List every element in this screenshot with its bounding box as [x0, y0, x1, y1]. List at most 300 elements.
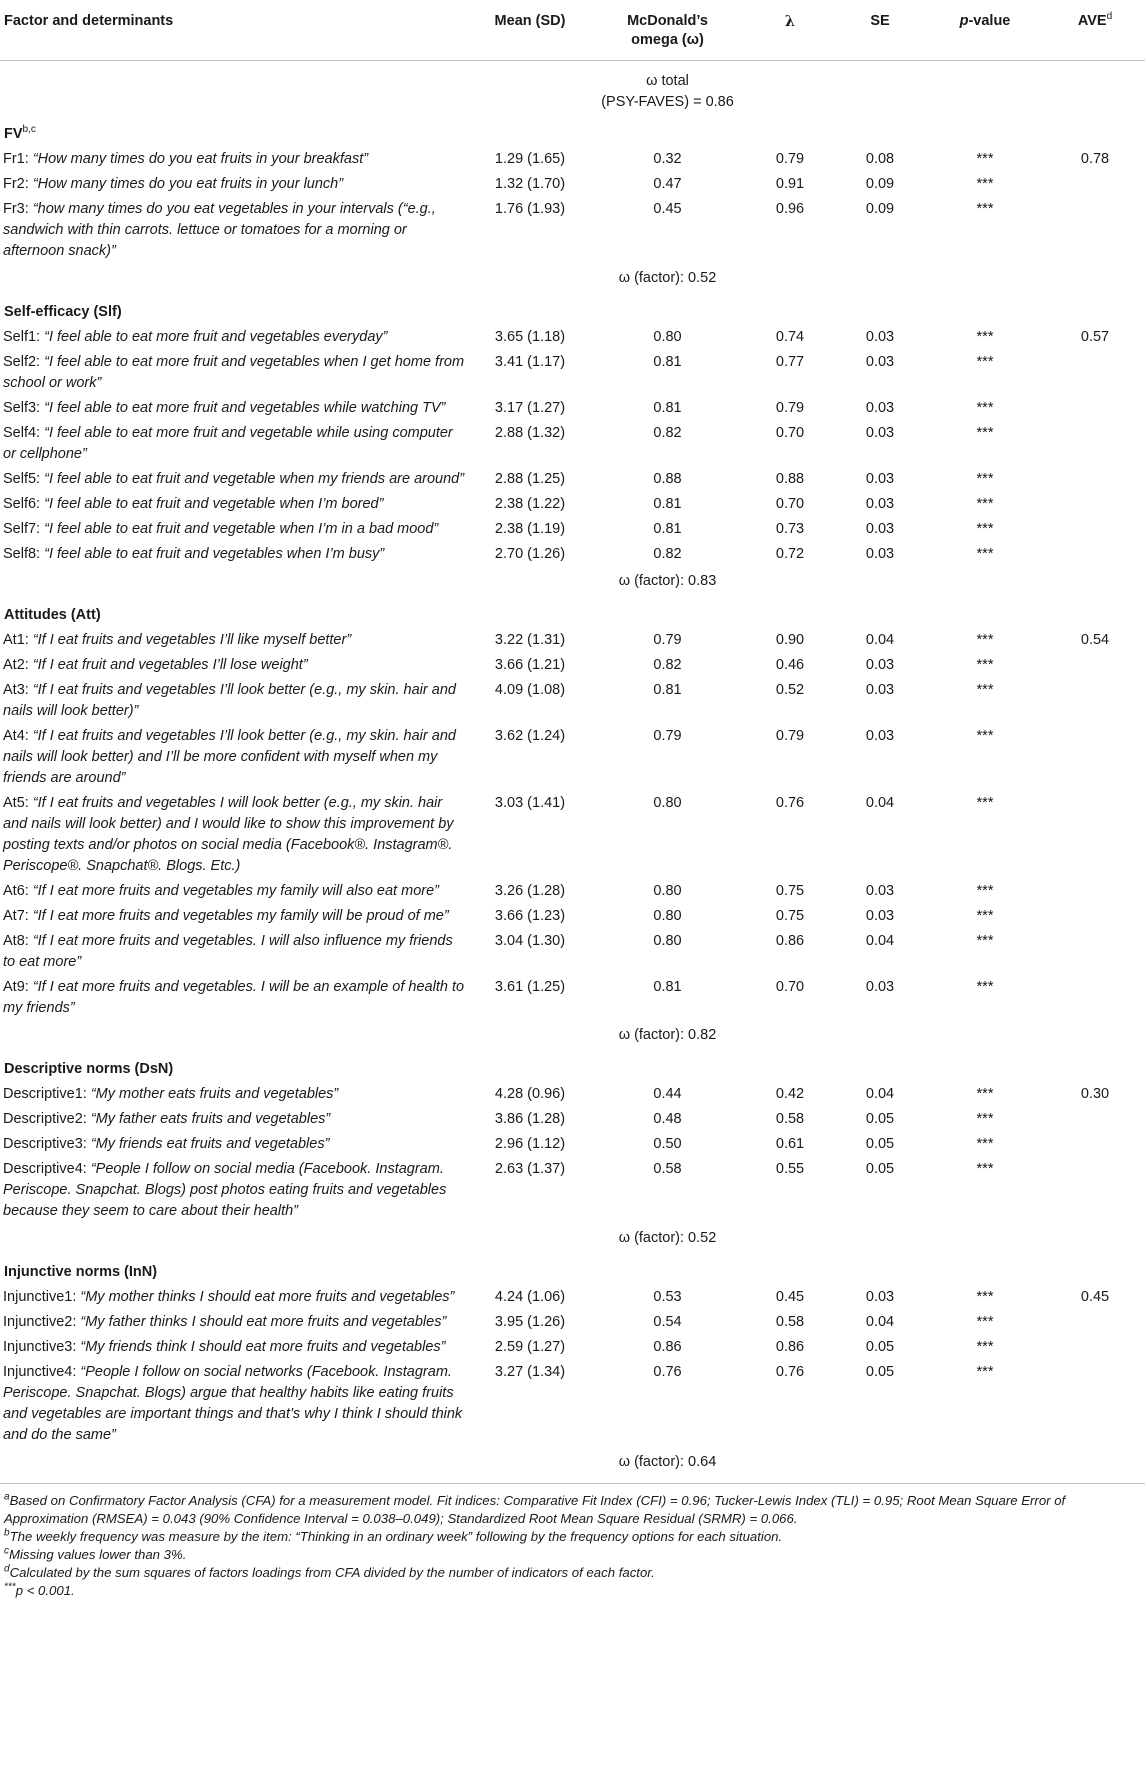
- item-cell: [0, 653, 470, 678]
- cell-lambda: 0.91: [775, 176, 805, 192]
- cell-omega: 0.79: [653, 728, 682, 744]
- cell-omega: 0.44: [653, 1086, 682, 1102]
- cell-p: ***: [976, 657, 994, 673]
- item-label: At2:: [3, 657, 33, 673]
- item-label: At4:: [3, 728, 33, 744]
- item-text: “My father eats fruits and vegetables”: [90, 1111, 331, 1127]
- cell-lambda: 0.58: [775, 1111, 805, 1127]
- cell-omega: 0.80: [653, 933, 682, 949]
- cell-se: 0.03: [865, 521, 895, 537]
- cell-se: 0.04: [865, 632, 895, 648]
- cell-lambda: 0.79: [775, 728, 805, 744]
- cell-lambda: 0.52: [775, 682, 805, 698]
- cell-se: 0.03: [865, 657, 895, 673]
- factor-title: [0, 115, 1145, 147]
- cell-lambda: 0.96: [775, 201, 805, 217]
- cell-se: 0.04: [865, 1086, 895, 1102]
- factor-row-fv: [0, 115, 1145, 147]
- cell-lambda: 0.70: [775, 979, 805, 995]
- table-bottom-rule: [0, 1477, 1145, 1484]
- header-ave-sup: d: [1106, 11, 1113, 23]
- cell-se: 0.04: [865, 795, 895, 811]
- cell-mean: 3.17 (1.27): [494, 400, 566, 416]
- omega-factor-row-dsn: [0, 1224, 1145, 1253]
- cell-ave: [1045, 929, 1145, 975]
- item-text: “How many times do you eat fruits in your breakfast”: [32, 151, 369, 167]
- cell-mean: 2.63 (1.37): [494, 1161, 566, 1177]
- cell-ave: 0.30: [1080, 1086, 1110, 1102]
- item-label: Injunctive2:: [3, 1314, 81, 1330]
- header-ave-label: AVE: [1077, 13, 1107, 29]
- footnote-c: $^c$Missing values lower than 3%.: [4, 1545, 187, 1562]
- item-cell: [0, 172, 470, 197]
- item-label: Fr2:: [3, 176, 33, 192]
- cell-p: ***: [976, 1086, 994, 1102]
- cell-mean: 3.22 (1.31): [494, 632, 566, 648]
- cell-se: 0.03: [865, 979, 895, 995]
- table-row: [0, 172, 1145, 197]
- item-text: “If I eat fruits and vegetables I’ll look better (e.g., my skin. hair and nails will look better)”: [3, 682, 456, 719]
- item-cell: [0, 350, 470, 396]
- cell-p: ***: [976, 1339, 994, 1355]
- cell-omega: 0.81: [653, 979, 682, 995]
- table-row: [0, 1082, 1145, 1107]
- item-text: “If I eat fruits and vegetables I will look better (e.g., my skin. hair and nails will look better) and I would like to show this improvement by posting texts and/or photos on social media (Facebook®. Instagram®. Periscope®. Snapchat®. Blogs. Etc.): [3, 795, 454, 874]
- factor-title: [0, 293, 1145, 325]
- cell-omega: 0.80: [653, 883, 682, 899]
- header-p-suffix: -value: [968, 13, 1011, 29]
- item-label: Descriptive4:: [3, 1161, 91, 1177]
- omega-factor-cell: ω (factor): 0.82: [618, 1027, 717, 1043]
- item-cell: [0, 724, 470, 791]
- cell-mean: 3.26 (1.28): [494, 883, 566, 899]
- cell-ave: [1045, 1107, 1145, 1132]
- item-text: “If I eat more fruits and vegetables my family will also eat more”: [32, 883, 439, 899]
- table-row: [0, 904, 1145, 929]
- cell-lambda: 0.46: [775, 657, 805, 673]
- cell-p: ***: [976, 728, 994, 744]
- item-text: “If I eat fruits and vegetables I’ll like myself better”: [32, 632, 352, 648]
- item-label: At9:: [3, 979, 33, 995]
- cell-ave: [1045, 879, 1145, 904]
- cell-se: 0.03: [865, 400, 895, 416]
- omega-factor-cell: ω (factor): 0.64: [618, 1454, 717, 1470]
- cell-omega: 0.79: [653, 632, 682, 648]
- cell-omega: 0.58: [653, 1161, 682, 1177]
- item-cell: [0, 904, 470, 929]
- cell-ave: [1045, 975, 1145, 1021]
- cell-p: ***: [976, 354, 994, 370]
- table-row: [0, 678, 1145, 724]
- cell-lambda: 0.76: [775, 1364, 805, 1380]
- cell-omega: 0.81: [653, 682, 682, 698]
- cell-ave: [1045, 1360, 1145, 1448]
- item-cell: [0, 1360, 470, 1448]
- cell-lambda: 0.77: [775, 354, 805, 370]
- cell-lambda: 0.90: [775, 632, 805, 648]
- cell-se: 0.04: [865, 933, 895, 949]
- item-text: “I feel able to eat fruit and vegetables when I’m busy”: [44, 546, 385, 562]
- header-ave: [1045, 0, 1145, 61]
- table-row: [0, 628, 1145, 653]
- factor-title-text: Injunctive norms (InN): [4, 1264, 158, 1280]
- cell-se: 0.03: [865, 471, 895, 487]
- item-text: “I feel able to eat fruit and vegetable when I’m in a bad mood”: [44, 521, 439, 537]
- item-label: Self2:: [3, 354, 45, 370]
- cell-ave: [1045, 396, 1145, 421]
- cell-omega: 0.81: [653, 354, 682, 370]
- item-label: At7:: [3, 908, 33, 924]
- cell-ave: [1045, 791, 1145, 879]
- item-label: At1:: [3, 632, 33, 648]
- cell-p: ***: [976, 1314, 994, 1330]
- factor-row-att: [0, 596, 1145, 628]
- cell-ave: [1045, 492, 1145, 517]
- factor-title-sup: b,c: [22, 124, 36, 136]
- item-label: Descriptive1:: [3, 1086, 91, 1102]
- cell-lambda: 0.73: [775, 521, 805, 537]
- cell-omega: 0.76: [653, 1364, 682, 1380]
- item-cell: [0, 542, 470, 567]
- cell-mean: 3.27 (1.34): [494, 1364, 566, 1380]
- cell-omega: 0.86: [653, 1339, 682, 1355]
- cell-ave: [1045, 172, 1145, 197]
- cell-omega: 0.80: [653, 795, 682, 811]
- cell-se: 0.03: [865, 546, 895, 562]
- cell-omega: 0.82: [653, 425, 682, 441]
- table-row: [0, 1107, 1145, 1132]
- footnote-a: $^a$Based on Confirmatory Factor Analysis (CFA) for a measurement model. Fit indices: Comparative Fit Index (CFI) = 0.96; Tucker-Lewis Index (TLI) = 0.95; Root Mean Square Error of Approximation (RMSEA) = 0.043 (90% Confidence Interval = 0.038–0.049); Standardized Root Mean Square Residual (SRMR) = 0.066.: [4, 1491, 1066, 1526]
- cell-omega: 0.88: [653, 471, 682, 487]
- cell-p: ***: [976, 521, 994, 537]
- cell-se: 0.03: [865, 682, 895, 698]
- cell-mean: 1.29 (1.65): [494, 151, 566, 167]
- cell-ave: 0.54: [1080, 632, 1110, 648]
- item-label: Fr3:: [3, 201, 33, 217]
- cell-p: ***: [976, 1161, 994, 1177]
- cell-mean: 3.86 (1.28): [494, 1111, 566, 1127]
- item-label: At5:: [3, 795, 33, 811]
- item-label: Self4:: [3, 425, 45, 441]
- table-row: [0, 653, 1145, 678]
- table-row: [0, 1285, 1145, 1310]
- omega-factor-row-att: [0, 1021, 1145, 1050]
- cell-lambda: 0.42: [775, 1086, 805, 1102]
- cell-ave: [1045, 653, 1145, 678]
- cell-se: 0.08: [865, 151, 895, 167]
- factor-title-text: FV: [4, 126, 23, 142]
- cell-mean: 3.62 (1.24): [494, 728, 566, 744]
- omega-factor-cell: ω (factor): 0.83: [618, 573, 717, 589]
- cell-ave: [1045, 467, 1145, 492]
- footnote-d: $^d$Calculated by the sum squares of factors loadings from CFA divided by the number of indicators of each factor.: [4, 1563, 655, 1580]
- item-cell: [0, 975, 470, 1021]
- cell-lambda: 0.72: [775, 546, 805, 562]
- cell-omega: 0.54: [653, 1314, 682, 1330]
- item-label: Injunctive4:: [3, 1364, 81, 1380]
- cell-mean: 3.66 (1.23): [494, 908, 566, 924]
- cell-p: ***: [976, 1136, 994, 1152]
- cell-se: 0.05: [865, 1136, 895, 1152]
- factor-row-dsn: [0, 1050, 1145, 1082]
- cell-se: 0.03: [865, 908, 895, 924]
- item-cell: [0, 1335, 470, 1360]
- factor-title: [0, 1253, 1145, 1285]
- cell-p: ***: [976, 1111, 994, 1127]
- cell-ave: [1045, 678, 1145, 724]
- cell-lambda: 0.70: [775, 496, 805, 512]
- item-cell: [0, 325, 470, 350]
- cell-se: 0.03: [865, 883, 895, 899]
- cell-p: ***: [976, 201, 994, 217]
- cell-lambda: 0.74: [775, 329, 805, 345]
- cell-omega: 0.53: [653, 1289, 682, 1305]
- omega-factor-row-slf: [0, 567, 1145, 596]
- cell-p: ***: [976, 400, 994, 416]
- cell-se: 0.03: [865, 354, 895, 370]
- cell-ave: [1045, 197, 1145, 264]
- item-label: At8:: [3, 933, 33, 949]
- cell-mean: 4.09 (1.08): [494, 682, 566, 698]
- table-row: [0, 325, 1145, 350]
- cell-lambda: 0.76: [775, 795, 805, 811]
- cell-mean: 3.03 (1.41): [494, 795, 566, 811]
- cell-mean: 1.32 (1.70): [494, 176, 566, 192]
- cell-p: ***: [976, 425, 994, 441]
- cell-ave: [1045, 1132, 1145, 1157]
- cell-lambda: 0.79: [775, 151, 805, 167]
- cell-se: 0.03: [865, 425, 895, 441]
- header-p-value: [925, 0, 1045, 61]
- header-mean: Mean (SD): [470, 0, 590, 61]
- cell-p: ***: [976, 933, 994, 949]
- cell-mean: 3.66 (1.21): [494, 657, 566, 673]
- table-row: [0, 791, 1145, 879]
- cell-omega: 0.50: [653, 1136, 682, 1152]
- cell-mean: 2.38 (1.22): [494, 496, 566, 512]
- table-row: [0, 492, 1145, 517]
- omega-total-line1: ω total: [646, 73, 689, 89]
- table-row: [0, 929, 1145, 975]
- cell-mean: 1.76 (1.93): [494, 201, 566, 217]
- item-text: “My mother thinks I should eat more fruits and vegetables”: [80, 1289, 455, 1305]
- item-cell: [0, 791, 470, 879]
- cell-p: ***: [976, 329, 994, 345]
- item-text: “If I eat fruit and vegetables I’ll lose weight”: [32, 657, 308, 673]
- header-p-letter: p: [959, 13, 969, 29]
- cell-lambda: 0.58: [775, 1314, 805, 1330]
- item-text: “I feel able to eat fruit and vegetable when I’m bored”: [44, 496, 384, 512]
- cell-omega: 0.80: [653, 329, 682, 345]
- cell-p: ***: [976, 979, 994, 995]
- cell-omega: 0.48: [653, 1111, 682, 1127]
- item-cell: [0, 1132, 470, 1157]
- cell-lambda: 0.55: [775, 1161, 805, 1177]
- item-text: “If I eat fruits and vegetables I’ll look better (e.g., my skin. hair and nails will look better) and I’ll be more confident with myself when my friends are around”: [3, 728, 456, 786]
- cell-mean: 2.70 (1.26): [494, 546, 566, 562]
- cell-p: ***: [976, 496, 994, 512]
- table-header: [0, 0, 1145, 61]
- header-factor: Factor and determinants: [0, 0, 470, 61]
- item-label: At3:: [3, 682, 33, 698]
- item-label: Descriptive2:: [3, 1111, 91, 1127]
- cell-se: 0.04: [865, 1314, 895, 1330]
- item-text: “How many times do you eat fruits in your lunch”: [32, 176, 344, 192]
- item-text: “If I eat more fruits and vegetables my family will be proud of me”: [32, 908, 449, 924]
- cell-lambda: 0.61: [775, 1136, 805, 1152]
- cell-ave: [1045, 1157, 1145, 1224]
- cell-ave: [1045, 517, 1145, 542]
- cell-omega: 0.81: [653, 521, 682, 537]
- cell-mean: 2.88 (1.25): [494, 471, 566, 487]
- cell-mean: 3.04 (1.30): [494, 933, 566, 949]
- omega-total-cell: [590, 61, 745, 116]
- cell-mean: 2.96 (1.12): [494, 1136, 566, 1152]
- cell-omega: 0.45: [653, 201, 682, 217]
- cell-se: 0.09: [865, 176, 895, 192]
- cell-omega: 0.82: [653, 546, 682, 562]
- item-cell: [0, 147, 470, 172]
- cell-se: 0.05: [865, 1111, 895, 1127]
- item-text: “I feel able to eat more fruit and vegetables while watching TV”: [44, 400, 446, 416]
- item-label: At6:: [3, 883, 33, 899]
- table-row: [0, 1360, 1145, 1448]
- cell-p: ***: [976, 1364, 994, 1380]
- cell-p: ***: [976, 151, 994, 167]
- cell-mean: 2.88 (1.32): [494, 425, 566, 441]
- item-label: Injunctive1:: [3, 1289, 81, 1305]
- omega-factor-row-fv: [0, 264, 1145, 293]
- item-label: Descriptive3:: [3, 1136, 91, 1152]
- omega-total-row: [0, 61, 1145, 116]
- table-row: [0, 1335, 1145, 1360]
- cell-lambda: 0.79: [775, 400, 805, 416]
- item-label: Self1:: [3, 329, 45, 345]
- factor-title-text: Descriptive norms (DsN): [4, 1061, 174, 1077]
- cell-se: 0.03: [865, 496, 895, 512]
- table-row: [0, 724, 1145, 791]
- cell-omega: 0.82: [653, 657, 682, 673]
- item-label: Fr1:: [3, 151, 33, 167]
- cell-p: ***: [976, 682, 994, 698]
- item-cell: [0, 1082, 470, 1107]
- item-cell: [0, 1285, 470, 1310]
- omega-factor-cell: ω (factor): 0.52: [618, 270, 717, 286]
- cell-se: 0.05: [865, 1339, 895, 1355]
- header-omega-line2: omega (ω): [631, 32, 704, 48]
- cell-lambda: 0.88: [775, 471, 805, 487]
- cell-ave: 0.78: [1080, 151, 1110, 167]
- footnote-p: ***p < 0.001.: [4, 1581, 75, 1598]
- header-omega-line1: McDonald’s: [627, 13, 708, 29]
- cell-omega: 0.32: [653, 151, 682, 167]
- item-cell: [0, 421, 470, 467]
- item-text: “My friends eat fruits and vegetables”: [90, 1136, 330, 1152]
- item-cell: [0, 396, 470, 421]
- cell-ave: 0.57: [1080, 329, 1110, 345]
- cell-omega: 0.47: [653, 176, 682, 192]
- cell-p: ***: [976, 546, 994, 562]
- cell-p: ***: [976, 632, 994, 648]
- table-row: [0, 147, 1145, 172]
- cell-ave: [1045, 350, 1145, 396]
- cell-ave: [1045, 724, 1145, 791]
- cell-ave: [1045, 904, 1145, 929]
- table-row: [0, 542, 1145, 567]
- cell-lambda: 0.45: [775, 1289, 805, 1305]
- cell-omega: 0.81: [653, 496, 682, 512]
- cell-p: ***: [976, 1289, 994, 1305]
- item-cell: [0, 492, 470, 517]
- cell-ave: 0.45: [1080, 1289, 1110, 1305]
- cell-lambda: 0.75: [775, 908, 805, 924]
- omega-total-line2: (PSY-FAVES) = 0.86: [601, 94, 734, 110]
- item-cell: [0, 628, 470, 653]
- cell-mean: 4.28 (0.96): [494, 1086, 566, 1102]
- item-text: “My mother eats fruits and vegetables”: [90, 1086, 339, 1102]
- cell-se: 0.03: [865, 329, 895, 345]
- header-lambda: λ: [745, 0, 835, 61]
- item-cell: [0, 879, 470, 904]
- table-row: [0, 197, 1145, 264]
- factor-row-inn: [0, 1253, 1145, 1285]
- cell-mean: 4.24 (1.06): [494, 1289, 566, 1305]
- table-row: [0, 1157, 1145, 1224]
- cell-p: ***: [976, 176, 994, 192]
- item-text: “If I eat more fruits and vegetables. I will also influence my friends to eat more”: [3, 933, 453, 970]
- item-label: Self7:: [3, 521, 45, 537]
- item-cell: [0, 197, 470, 264]
- item-cell: [0, 1107, 470, 1132]
- factor-title: [0, 596, 1145, 628]
- table-row: [0, 975, 1145, 1021]
- item-label: Injunctive3:: [3, 1339, 81, 1355]
- item-text: “People I follow on social networks (Facebook. Instagram. Periscope. Snapchat. Blogs) argue that healthy habits like eating fruits and vegetables are important things and that’s why I think I should think and do the same”: [3, 1364, 463, 1443]
- header-se: SE: [835, 0, 925, 61]
- cell-lambda: 0.70: [775, 425, 805, 441]
- table-row: [0, 396, 1145, 421]
- item-cell: [0, 517, 470, 542]
- table-body: [0, 61, 1145, 1484]
- item-text: “My friends think I should eat more fruits and vegetables”: [80, 1339, 446, 1355]
- cell-se: 0.03: [865, 728, 895, 744]
- cell-se: 0.05: [865, 1364, 895, 1380]
- cell-p: ***: [976, 471, 994, 487]
- table-row: [0, 517, 1145, 542]
- item-text: “If I eat more fruits and vegetables. I will be an example of health to my friends”: [3, 979, 465, 1016]
- cell-se: 0.09: [865, 201, 895, 217]
- item-cell: [0, 467, 470, 492]
- cell-ave: [1045, 421, 1145, 467]
- item-label: Self5:: [3, 471, 45, 487]
- item-text: “I feel able to eat more fruit and vegetables when I get home from school or work”: [3, 354, 465, 391]
- item-text: “My father thinks I should eat more fruits and vegetables”: [80, 1314, 447, 1330]
- cell-se: 0.03: [865, 1289, 895, 1305]
- table-row: [0, 1132, 1145, 1157]
- item-text: “I feel able to eat fruit and vegetable when my friends are around”: [44, 471, 465, 487]
- table-row: [0, 350, 1145, 396]
- cell-p: ***: [976, 883, 994, 899]
- omega-factor-row-inn: [0, 1448, 1145, 1477]
- item-cell: [0, 1157, 470, 1224]
- cell-mean: 2.38 (1.19): [494, 521, 566, 537]
- table-row: [0, 879, 1145, 904]
- table-row: [0, 467, 1145, 492]
- cell-ave: [1045, 1310, 1145, 1335]
- item-text: “I feel able to eat more fruit and vegetable while using computer or cellphone”: [3, 425, 453, 462]
- cell-omega: 0.80: [653, 908, 682, 924]
- cell-omega: 0.81: [653, 400, 682, 416]
